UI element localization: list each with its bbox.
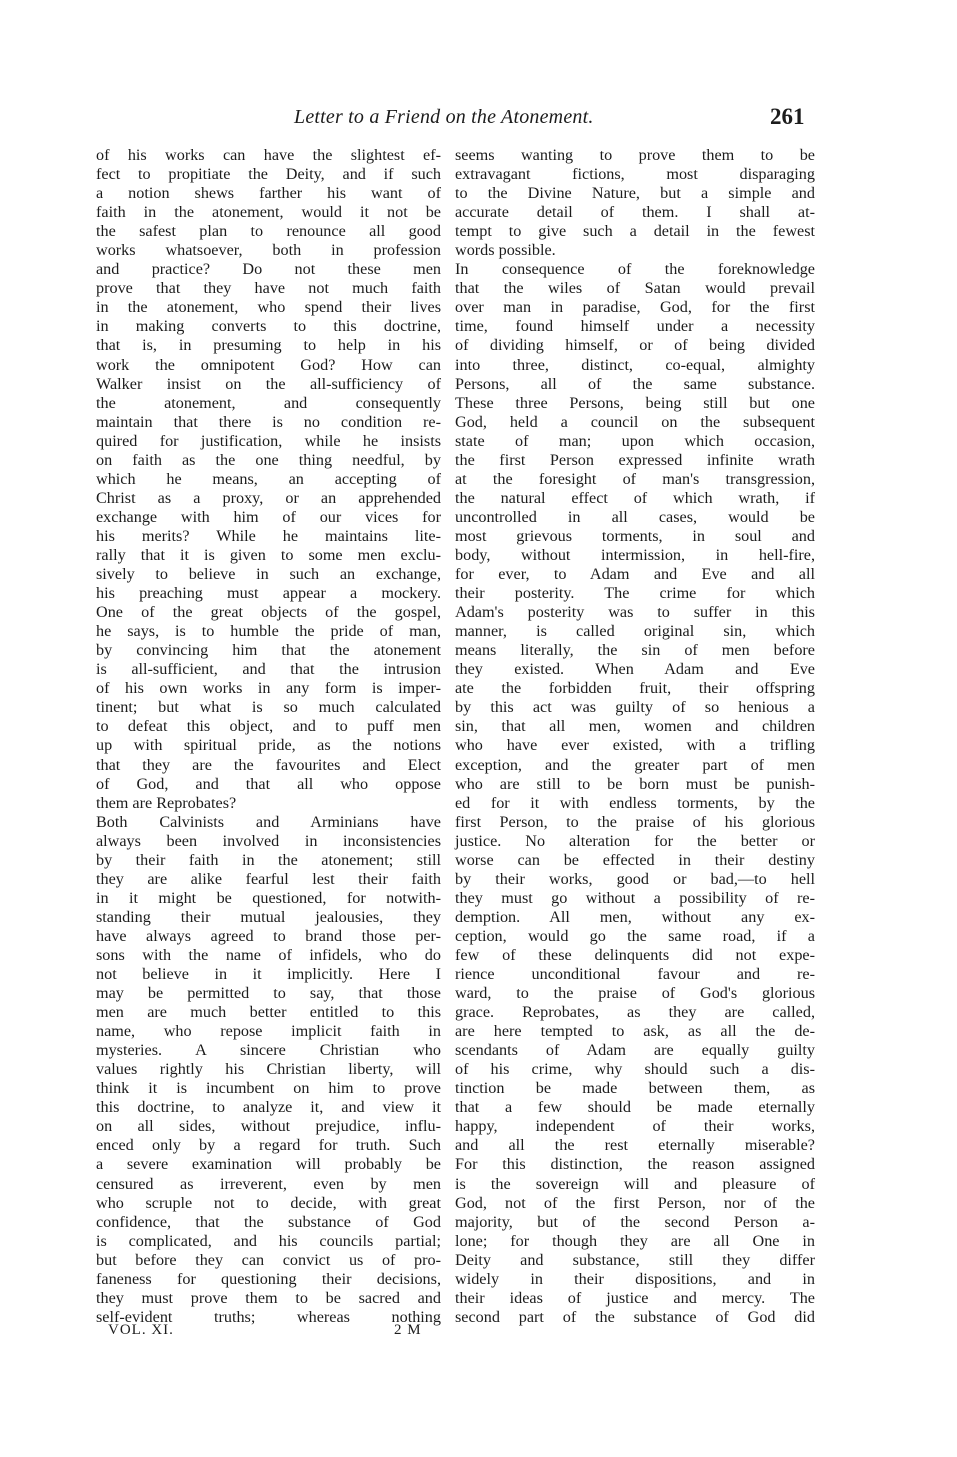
text-line: in making converts to this doctrine, <box>96 317 441 336</box>
text-line: body, without intermission, in hell-fire, <box>455 545 815 564</box>
text-line: rience unconditional favour and re- <box>455 965 815 984</box>
text-line: they must prove them to be sacred and <box>96 1288 441 1307</box>
text-line: but before they can convict us of pro- <box>96 1250 441 1269</box>
text-line: lone; for though they are all One in <box>455 1231 815 1250</box>
text-line: the first Person expressed infinite wrath <box>455 450 815 469</box>
text-line: manner, is called original sin, which <box>455 622 815 641</box>
text-line: which he means, an accepting of <box>96 469 441 488</box>
text-line: who are still to be born must be punish- <box>455 774 815 793</box>
text-line: self-evident truths; whereas nothing <box>96 1307 441 1326</box>
text-line: Walker insist on the all-sufficiency of <box>96 374 441 393</box>
text-line: majority, but of the second Person a- <box>455 1212 815 1231</box>
text-line: Deity and substance, still they differ <box>455 1250 815 1269</box>
running-head <box>0 106 957 136</box>
signature-mark: 2 M <box>394 1322 422 1338</box>
text-line: who scruple not to decide, with great <box>96 1193 441 1212</box>
text-line: prove that they have not much faith <box>96 279 441 298</box>
text-line: their posterity. The crime for which <box>455 584 815 603</box>
text-line: into three, distinct, co-equal, almighty <box>455 355 815 374</box>
text-line: enced only by a regard for truth. Such <box>96 1136 441 1155</box>
text-line: accurate detail of them. I shall at- <box>455 203 815 222</box>
text-line: who have ever existed, with a trifling <box>455 736 815 755</box>
text-line: mysteries. A sincere Christian who <box>96 1041 441 1060</box>
text-line: men are much better entitled to this <box>96 1003 441 1022</box>
text-line: time, found himself under a necessity <box>455 317 815 336</box>
text-line: standing their mutual jealousies, they <box>96 907 441 926</box>
text-line: sin, that all men, women and children <box>455 717 815 736</box>
text-line: of dividing himself, or of being divided <box>455 336 815 355</box>
text-line: Adam's posterity was to suffer in this <box>455 603 815 622</box>
text-line: faith in the atonement, would it not be <box>96 203 441 222</box>
text-line: his preaching must appear a mockery. <box>96 584 441 603</box>
text-line: tinent; but what is so much calculated <box>96 698 441 717</box>
text-line: a severe examination will probably be <box>96 1155 441 1174</box>
text-line: second part of the substance of God did <box>455 1307 815 1326</box>
running-title: Letter to a Friend on the Atonement. <box>294 106 594 128</box>
text-line: that a few should be made eternally <box>455 1098 815 1117</box>
text-line: faneness for questioning their decisions, <box>96 1269 441 1288</box>
text-line: at the foresight of man's transgression, <box>455 469 815 488</box>
text-line: fect to propitiate the Deity, and if such <box>96 165 441 184</box>
text-line: is the sovereign will and pleasure of <box>455 1174 815 1193</box>
text-line: quired for justification, while he insists <box>96 431 441 450</box>
text-line: over man in paradise, God, for the first <box>455 298 815 317</box>
text-line: is complicated, and his councils partial; <box>96 1231 441 1250</box>
text-line: rally that it is given to some men exclu- <box>96 545 441 564</box>
text-line: maintain that there is no condition re- <box>96 412 441 431</box>
text-line: the natural effect of which wrath, if <box>455 488 815 507</box>
text-line: name, who repose implicit faith in <box>96 1022 441 1041</box>
text-line: in it might be questioned, for notwith- <box>96 888 441 907</box>
text-line: few of these delinquents did not expe- <box>455 945 815 964</box>
text-line: sons with the name of infidels, who do <box>96 945 441 964</box>
text-line: In consequence of the foreknowledge <box>455 260 815 279</box>
text-line: may be permitted to say, that those <box>96 984 441 1003</box>
text-line: One of the great objects of the gospel, <box>96 603 441 622</box>
text-line: for ever, to Adam and Eve and all <box>455 565 815 584</box>
text-line: always been involved in inconsistencies <box>96 831 441 850</box>
text-line: exchange with him of our vices for <box>96 507 441 526</box>
text-line: Both Calvinists and Arminians have <box>96 812 441 831</box>
page-number: 261 <box>770 104 805 129</box>
text-line: worse can be effected in their destiny <box>455 850 815 869</box>
text-line: tempt to give such a detail in the fewest <box>455 222 815 241</box>
text-line: by their faith in the atonement; still <box>96 850 441 869</box>
text-line: works whatsoever, both in profession <box>96 241 441 260</box>
text-line: and all the rest eternally miserable? <box>455 1136 815 1155</box>
text-line: they must go without a possibility of re- <box>455 888 815 907</box>
text-line: them are Reprobates? <box>96 793 237 812</box>
left-text-column <box>96 146 441 1327</box>
text-line: God, held a council on the subsequent <box>455 412 815 431</box>
text-line: by this act was guilty of so henious a <box>455 698 815 717</box>
text-line: on all sides, without prejudice, influ- <box>96 1117 441 1136</box>
text-line: values rightly his Christian liberty, will <box>96 1060 441 1079</box>
text-line: that is, in presuming to help in his <box>96 336 441 355</box>
text-line: of his works can have the slightest ef- <box>96 146 441 164</box>
text-line: exception, and the greater part of men <box>455 755 815 774</box>
text-line: ward, to the praise of God's glorious <box>455 984 815 1003</box>
text-line: the safest plan to renounce all good <box>96 222 441 241</box>
text-line: state of man; upon which occasion, <box>455 431 815 450</box>
text-line: censured as irreverent, even by men <box>96 1174 441 1193</box>
text-line: that the wiles of Satan would prevail <box>455 279 815 298</box>
text-line: and practice? Do not these men <box>96 260 441 279</box>
text-line: not believe in it implicitly. Here I <box>96 965 441 984</box>
text-line: work the omnipotent God? How can <box>96 355 441 374</box>
text-line: tinction be made between them, as <box>455 1079 815 1098</box>
text-line: of his crime, why should such a dis- <box>455 1060 815 1079</box>
text-line: These three Persons, being still but one <box>455 393 815 412</box>
text-line: they are alike fearful lest their faith <box>96 869 441 888</box>
text-line: by convincing him that the atonement <box>96 641 441 660</box>
text-line: of his own works in any form is imper- <box>96 679 441 698</box>
text-line: happy, independent of their works, <box>455 1117 815 1136</box>
text-line: a notion shews farther his want of <box>96 184 441 203</box>
text-line: to the Divine Nature, but a simple and <box>455 184 815 203</box>
text-line: the atonement, and consequently <box>96 393 441 412</box>
text-line: up with spiritual pride, as the notions <box>96 736 441 755</box>
text-line: his merits? While he maintains lite- <box>96 526 441 545</box>
text-line: this doctrine, to analyze it, and view it <box>96 1098 441 1117</box>
text-line: on faith as the one thing needful, by <box>96 450 441 469</box>
text-line: widely in their dispositions, and in <box>455 1269 815 1288</box>
volume-number: VOL. XI. <box>108 1322 174 1338</box>
text-line: justice. No alteration for the better or <box>455 831 815 850</box>
text-line: first Person, to the praise of his glorious <box>455 812 815 831</box>
text-line: are here tempted to ask, as all the de- <box>455 1022 815 1041</box>
text-line: in the atonement, who spend their lives <box>96 298 441 317</box>
text-line: extravagant fictions, most disparaging <box>455 165 815 184</box>
text-line: he says, is to humble the pride of man, <box>96 622 441 641</box>
text-line: most grievous torments, in soul and <box>455 526 815 545</box>
text-line: think it is incumbent on him to prove <box>96 1079 441 1098</box>
text-line: ate the forbidden fruit, their offspring <box>455 679 815 698</box>
text-line: grace. Reprobates, as they are called, <box>455 1003 815 1022</box>
text-line: means literally, the sin of men before <box>455 641 815 660</box>
text-line: demption. All men, without any ex- <box>455 907 815 926</box>
text-line: by their works, good or bad,—to hell <box>455 869 815 888</box>
text-line: of God, and that all who oppose <box>96 774 441 793</box>
text-line: words possible. <box>455 241 556 260</box>
right-text-column <box>455 146 815 1327</box>
text-line: ed for it with endless torments, by the <box>455 793 815 812</box>
text-line: God, not of the first Person, nor of the <box>455 1193 815 1212</box>
text-line: confidence, that the substance of God <box>96 1212 441 1231</box>
text-line: that they are the favourites and Elect <box>96 755 441 774</box>
text-line: For this distinction, the reason assigned <box>455 1155 815 1174</box>
text-line: Christ as a proxy, or an apprehended <box>96 488 441 507</box>
page-footer <box>96 1322 441 1344</box>
text-line: have always agreed to brand those per- <box>96 926 441 945</box>
text-line: Persons, all of the same substance. <box>455 374 815 393</box>
text-line: uncontrolled in all cases, would be <box>455 507 815 526</box>
text-line: scendants of Adam are equally guilty <box>455 1041 815 1060</box>
text-line: they existed. When Adam and Eve <box>455 660 815 679</box>
text-line: their ideas of justice and mercy. The <box>455 1288 815 1307</box>
text-line: to defeat this object, and to puff men <box>96 717 441 736</box>
text-line: is all-sufficient, and that the intrusion <box>96 660 441 679</box>
text-line: sively to believe in such an exchange, <box>96 565 441 584</box>
text-line: seems wanting to prove them to be <box>455 146 815 164</box>
text-line: ception, would go the same road, if a <box>455 926 815 945</box>
